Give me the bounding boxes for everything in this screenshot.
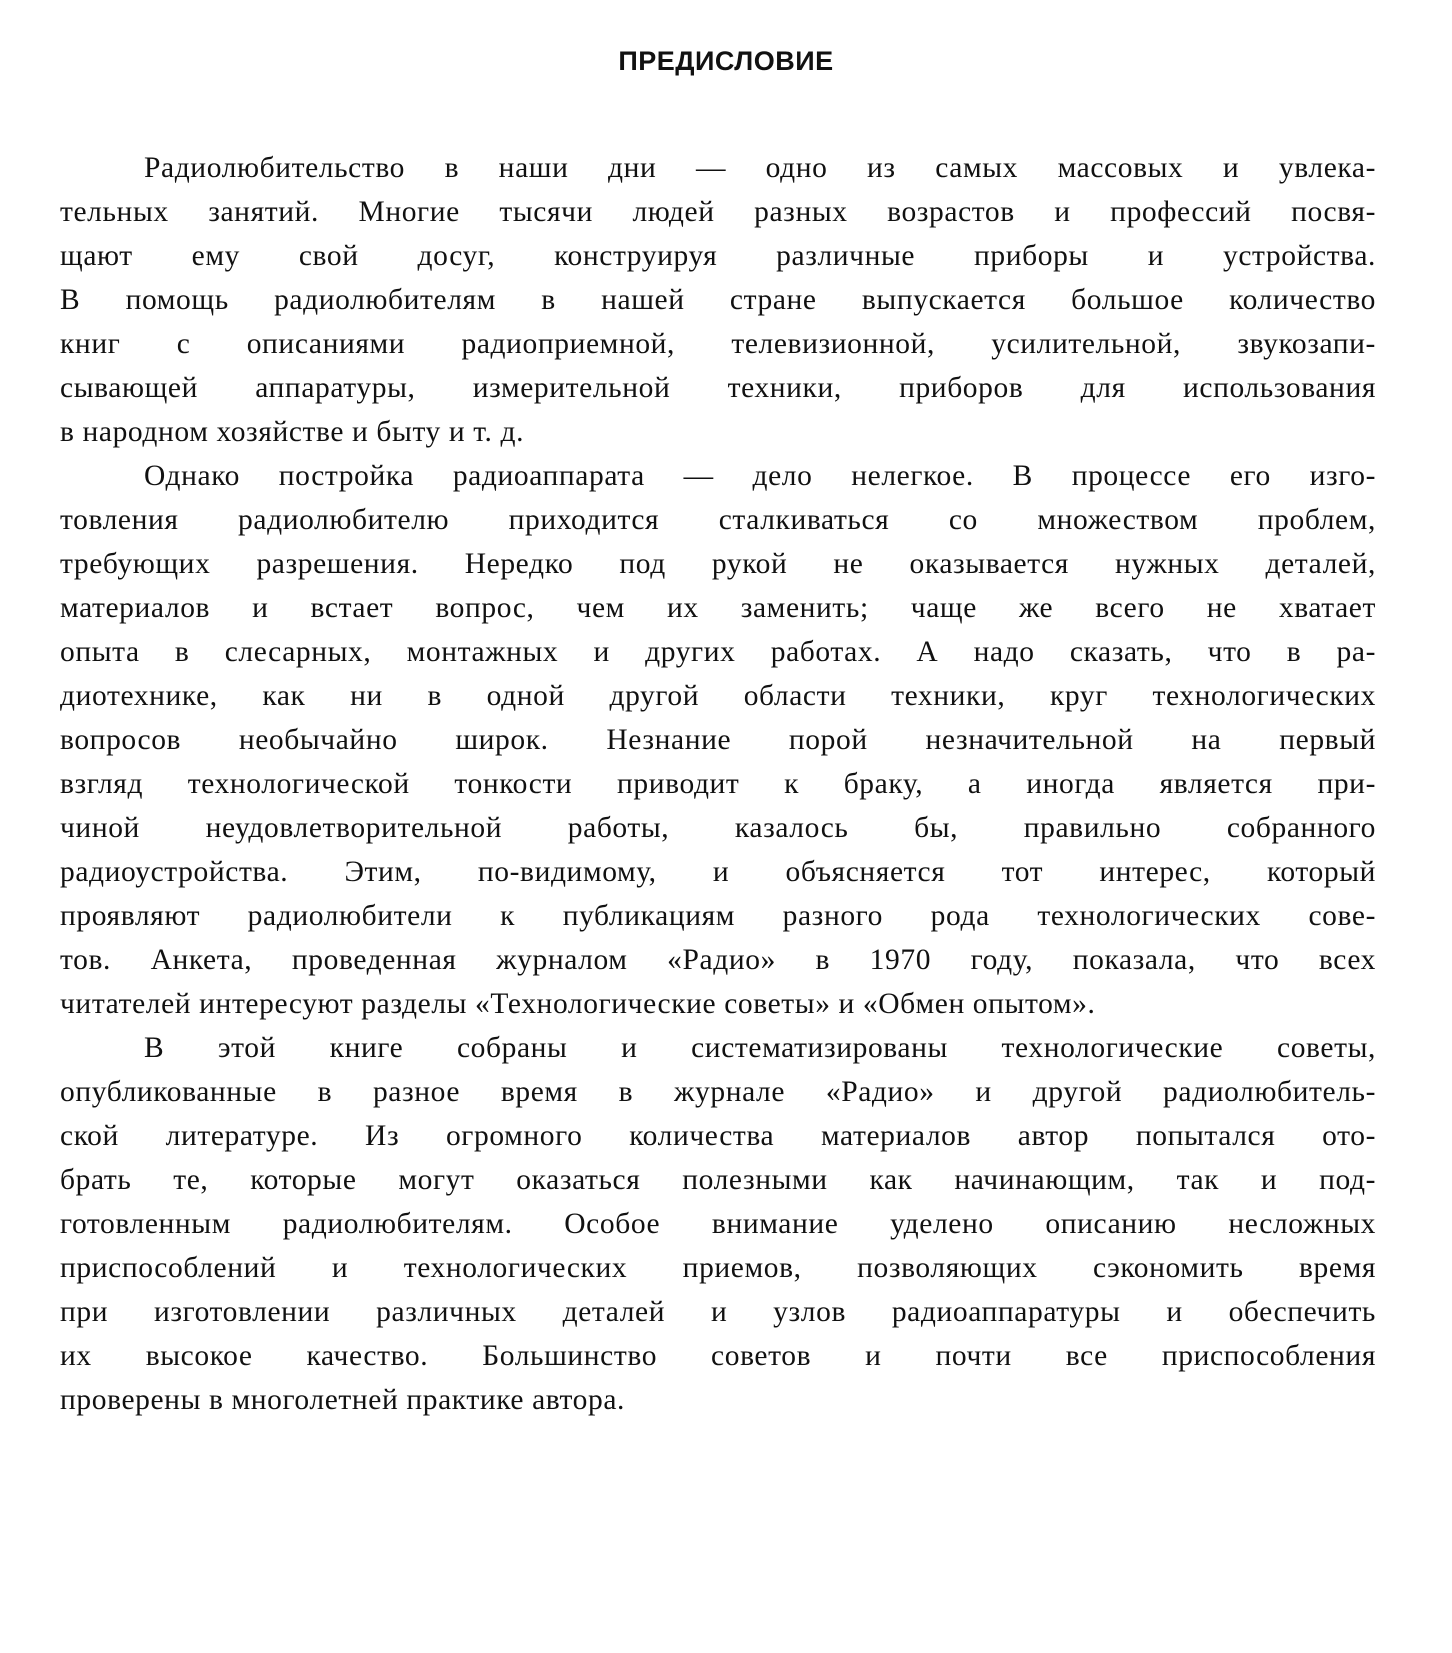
text-line: книг с описаниями радиоприемной, телевизионной, усилительной, звукозапи- xyxy=(60,328,1376,360)
text-line: тов. Анкета, проведенная журналом «Радио» в 1970 году, показала, что всех xyxy=(60,944,1376,976)
text-line: диотехнике, как ни в одной другой области техники, круг технологических xyxy=(60,680,1376,712)
text-line: проверены в многолетней практике автора. xyxy=(60,1384,626,1416)
text-line: читателей интересуют разделы «Технологические советы» и «Обмен опытом». xyxy=(60,988,1096,1020)
text-line: в народном хозяйстве и быту и т. д. xyxy=(60,416,525,448)
text-line: проявляют радиолюбители к публикациям разного рода технологических сове- xyxy=(60,900,1376,932)
page-heading: ПРЕДИСЛОВИЕ xyxy=(618,46,834,76)
text-line: В помощь радиолюбителям в нашей стране выпускается большое количество xyxy=(60,284,1376,316)
text-line: брать те, которые могут оказаться полезными как начинающим, так и под- xyxy=(60,1164,1376,1196)
paragraph-1 xyxy=(60,146,1376,454)
text-line: щают ему свой досуг, конструируя различные приборы и устройства. xyxy=(60,240,1376,272)
preface-text xyxy=(60,146,1376,1422)
paragraph-2 xyxy=(60,454,1376,1026)
text-line: приспособлений и технологических приемов, позволяющих сэкономить время xyxy=(60,1252,1376,1284)
text-line: готовленным радиолюбителям. Особое внимание уделено описанию несложных xyxy=(60,1208,1376,1240)
text-line: товления радиолюбителю приходится сталкиваться со множеством проблем, xyxy=(60,504,1376,536)
text-line: опубликованные в разное время в журнале «Радио» и другой радиолюбитель- xyxy=(60,1076,1376,1108)
paragraph-3 xyxy=(60,1026,1376,1422)
text-line: В этой книге собраны и систематизированы технологические советы, xyxy=(144,1032,1376,1064)
text-line: их высокое качество. Большинство советов и почти все приспособления xyxy=(60,1340,1376,1372)
text-line: материалов и встает вопрос, чем их заменить; чаще же всего не хватает xyxy=(60,592,1376,624)
text-line: опыта в слесарных, монтажных и других работах. А надо сказать, что в ра- xyxy=(60,636,1376,668)
text-line: вопросов необычайно широк. Незнание порой незначительной на первый xyxy=(60,724,1376,756)
text-line: при изготовлении различных деталей и узлов радиоаппаратуры и обеспечить xyxy=(60,1296,1376,1328)
text-line: взгляд технологической тонкости приводит к браку, а иногда является при- xyxy=(60,768,1376,800)
text-line: радиоустройства. Этим, по-видимому, и объясняется тот интерес, который xyxy=(60,856,1376,888)
text-line: чиной неудовлетворительной работы, казалось бы, правильно собранного xyxy=(60,812,1376,844)
text-line: Однако постройка радиоаппарата — дело нелегкое. В процессе его изго- xyxy=(144,460,1376,492)
text-line: требующих разрешения. Нередко под рукой не оказывается нужных деталей, xyxy=(60,548,1376,580)
text-line: ской литературе. Из огромного количества материалов автор попытался ото- xyxy=(60,1120,1376,1152)
text-line: Радиолюбительство в наши дни — одно из самых массовых и увлека- xyxy=(144,152,1376,184)
text-line: тельных занятий. Многие тысячи людей разных возрастов и профессий посвя- xyxy=(60,196,1376,228)
text-line: сывающей аппаратуры, измерительной техники, приборов для использования xyxy=(60,372,1376,404)
